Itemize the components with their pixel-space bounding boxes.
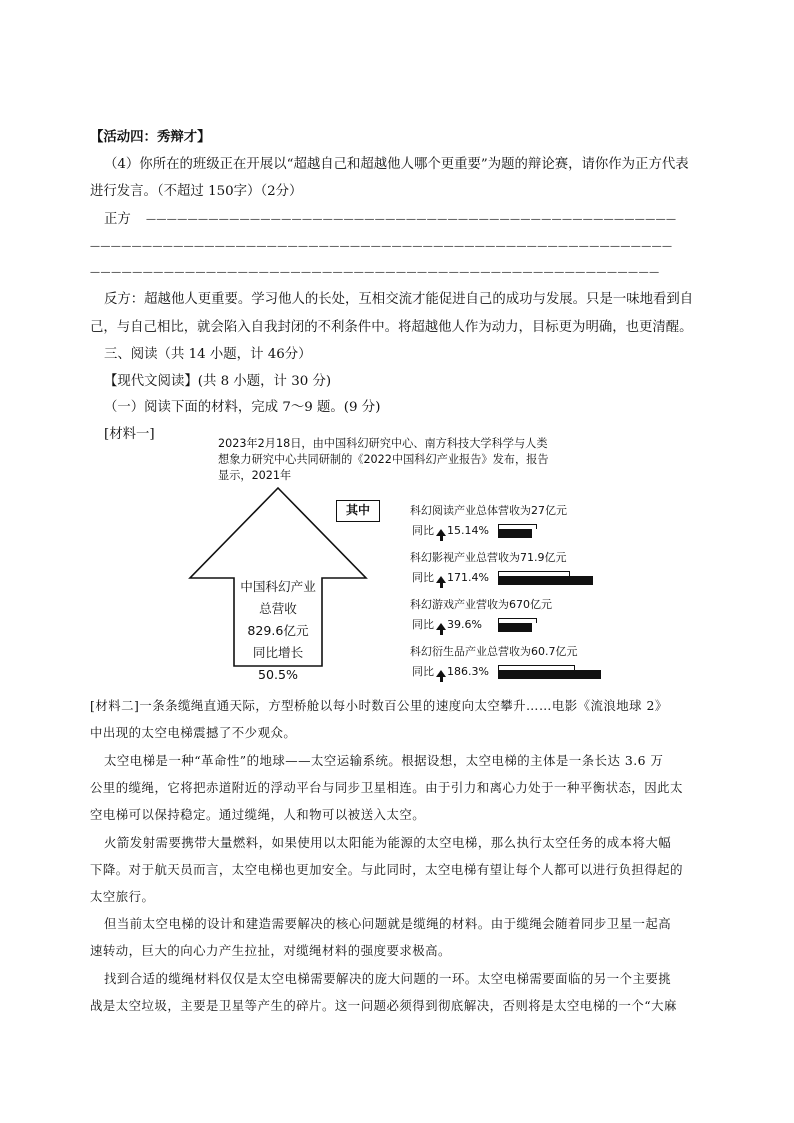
stat-title: 科幻游戏产业营收为670亿元	[410, 598, 552, 611]
up-arrow-icon	[436, 670, 446, 677]
reading-section-title: 三、阅读（共 14 小题，计 46分）	[104, 347, 312, 362]
modern-reading-title: 【现代文阅读】(共 8 小题，计 30 分)	[104, 374, 332, 389]
stat-title: 科幻衍生品产业总营收为60.7亿元	[410, 645, 578, 658]
arrow-line-5: 50.5%	[257, 667, 298, 682]
growth-prefix: 同比	[412, 524, 434, 537]
arrow-line-2: 总营收	[259, 601, 297, 616]
answer-blank-1[interactable]: ———————————————————————————————————————————————————	[146, 214, 677, 225]
paragraph-3-line-2: 下降。对于航天员而言，太空电梯也更加安全。与此同时，太空电梯有望让每个人都可以进行负担得起的	[90, 862, 683, 877]
growth-value: 15.14%	[447, 524, 489, 537]
stat-growth	[412, 524, 489, 538]
paragraph-3-line-3: 太空旅行。	[90, 889, 155, 904]
intro-line-3: 显示，2021年	[218, 469, 292, 482]
up-arrow-icon	[436, 623, 446, 630]
paragraph-5-line-1: 找到合适的缆绳材料仅仅是太空电梯需要解决的庞大问题的一环。太空电梯需要面临的另一个主要挑	[104, 971, 672, 986]
growth-value: 39.6%	[447, 618, 482, 631]
material-two-line-2: 中出现的太空电梯震撼了不少观众。	[90, 725, 297, 740]
paragraph-2-line-2: 公里的缆绳，它将把赤道附近的浮动平台与同步卫星相连。由于引力和离心力处于一种平衡状态，因此太	[90, 780, 683, 795]
arrow-line-1: 中国科幻产业	[240, 579, 316, 594]
paragraph-3-line-1: 火箭发射需要携带大量燃料，如果使用以太阳能为能源的太空电梯，那么执行太空任务的成本将大幅	[104, 835, 672, 850]
growth-value: 186.3%	[447, 665, 489, 678]
stat-title: 科幻阅读产业总体营收为27亿元	[410, 504, 567, 517]
up-arrow-icon	[436, 529, 446, 536]
answer-blank-2[interactable]: ————————————————————————————————————————————————————————	[90, 241, 673, 252]
material-one-label: [材料一]	[104, 427, 155, 442]
arrow-line-3: 829.6亿元	[247, 623, 309, 638]
con-argument: 反方：超越他人更重要。学习他人的长处，互相交流才能促进自己的成功与发展。只是一味地看到自	[104, 292, 694, 307]
growth-value: 171.4%	[447, 571, 489, 584]
box-label: 其中	[336, 500, 380, 522]
intro-line-1: 2023年2月18日，由中国科幻研究中心、南方科技大学科学与人类	[218, 437, 548, 450]
pro-label: 正方	[104, 212, 131, 227]
intro-line-2: 想象力研究中心共同研制的《2022中国科幻产业报告》发布，报告	[218, 453, 549, 466]
answer-blank-3[interactable]: ——————————————————————————————————————————————————————	[90, 267, 660, 278]
question-text-cont: 进行发言。（不超过 150字）（2分）	[90, 184, 303, 199]
paragraph-2-line-1: 太空电梯是一种“革命性”的地球——太空运输系统。根据设想，太空电梯的主体是一条长达 3.6 万	[104, 753, 664, 768]
growth-bar	[498, 529, 532, 538]
growth-bar	[498, 576, 593, 585]
paragraph-4-line-1: 但当前太空电梯的设计和建造需要解决的核心问题就是缆绳的材料。由于缆绳会随着同步卫星一起高	[104, 916, 672, 931]
part-one-instruction: （一）阅读下面的材料，完成 7～9 题。(9 分)	[104, 400, 381, 415]
stat-growth	[412, 618, 482, 632]
paragraph-5-line-2: 战是太空垃圾，主要是卫星等产生的碎片。这一问题必须得到彻底解决，否则将是太空电梯的一个“大麻	[90, 998, 677, 1013]
sci-fi-industry-infographic	[186, 436, 606, 682]
infographic-intro	[218, 436, 598, 484]
stat-title: 科幻影视产业总营收为71.9亿元	[410, 551, 567, 564]
arrow-line-4: 同比增长	[252, 645, 304, 660]
paragraph-2-line-3: 空电梯可以保持稳定。通过缆绳，人和物可以被送入太空。	[90, 807, 426, 822]
growth-bar	[498, 670, 601, 679]
pro-answer-row	[104, 211, 131, 229]
stat-growth	[412, 665, 489, 679]
growth-prefix: 同比	[412, 618, 434, 631]
growth-prefix: 同比	[412, 571, 434, 584]
paragraph-4-line-2: 速转动，巨大的向心力产生拉扯，对缆绳材料的强度要求极高。	[90, 943, 451, 958]
con-argument-cont: 己，与自己相比，就会陷入自我封闭的不利条件中。将超越他人作为动力，目标更为明确，也更清醒。	[90, 320, 693, 335]
stat-growth	[412, 571, 489, 585]
growth-bar	[498, 623, 532, 632]
material-two-line-1: [材料二]一条条缆绳直通天际，方型桥舱以每小时数百公里的速度向太空攀升……电影《流浪地球 2》	[90, 698, 668, 713]
up-arrow-icon	[436, 576, 446, 583]
question-text: （4）你所在的班级正在开展以“超越自己和超越他人哪个更重要”为题的辩论赛，请你作为正方代表	[104, 157, 689, 172]
growth-prefix: 同比	[412, 665, 434, 678]
activity-title: 【活动四：秀辩才】	[90, 129, 211, 145]
